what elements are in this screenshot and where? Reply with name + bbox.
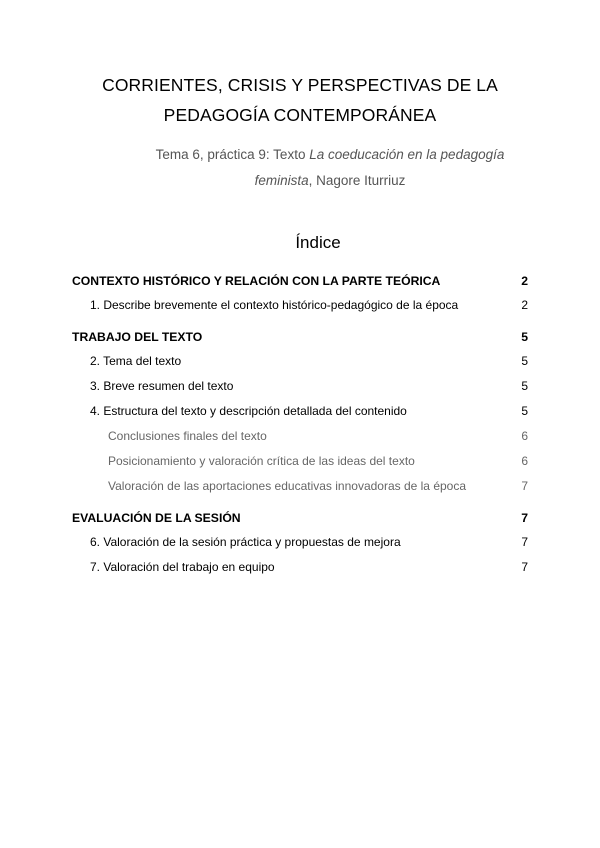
subtitle-text: Tema 6, práctica 9: Texto xyxy=(155,147,310,162)
toc-entry-page: 5 xyxy=(521,379,528,393)
toc-entry-label: 6. Valoración de la sesión práctica y propuestas de mejora xyxy=(90,535,401,549)
toc-entry[interactable] xyxy=(72,559,528,575)
toc-entry-page: 7 xyxy=(521,511,528,525)
subtitle-author: , Nagore Iturriuz xyxy=(308,173,406,188)
document-title xyxy=(0,70,600,130)
toc-entry-page: 7 xyxy=(521,560,528,574)
toc-entry[interactable] xyxy=(72,453,528,469)
toc-entry-label: 1. Describe brevemente el contexto histórico-pedagógico de la época xyxy=(90,298,459,312)
toc-entry-page: 7 xyxy=(521,479,528,493)
title-line-1: CORRIENTES, CRISIS Y PERSPECTIVAS DE LA xyxy=(102,75,498,95)
toc-entry[interactable] xyxy=(72,353,528,369)
subtitle-italic-title: La coeducación en la pedagogía xyxy=(309,147,505,162)
toc-entry[interactable] xyxy=(72,534,528,550)
toc-entry[interactable] xyxy=(72,510,528,526)
toc-entry-page: 5 xyxy=(521,330,528,344)
subtitle-italic-title-end: feminista xyxy=(254,173,309,188)
toc-entry-page: 5 xyxy=(521,354,528,368)
toc-entry-page: 6 xyxy=(521,454,528,468)
toc-entry[interactable] xyxy=(72,378,528,394)
toc-entry-label: Posicionamiento y valoración crítica de las ideas del texto xyxy=(108,454,415,468)
toc-entry-label: 4. Estructura del texto y descripción detallada del contenido xyxy=(90,404,407,418)
toc-entry-label: 2. Tema del texto xyxy=(90,354,182,368)
toc-entry-label: 3. Breve resumen del texto xyxy=(90,379,234,393)
toc-entry[interactable] xyxy=(72,403,528,419)
toc-entry[interactable] xyxy=(72,273,528,289)
toc-entry-label: Valoración de las aportaciones educativas innovadoras de la época xyxy=(108,479,467,493)
toc-entry-label: TRABAJO DEL TEXTO xyxy=(72,330,203,344)
index-heading: Índice xyxy=(295,233,341,252)
document-subtitle xyxy=(110,142,550,194)
toc-entry-page: 6 xyxy=(521,429,528,443)
toc-entry-label: 7. Valoración del trabajo en equipo xyxy=(90,560,275,574)
toc-entry[interactable] xyxy=(72,428,528,444)
toc-entry-label: EVALUACIÓN DE LA SESIÓN xyxy=(72,511,241,525)
toc-entry-page: 5 xyxy=(521,404,528,418)
toc-entry-label: Conclusiones finales del texto xyxy=(108,429,267,443)
toc-entry-label: CONTEXTO HISTÓRICO Y RELACIÓN CON LA PARTE TEÓRICA xyxy=(72,274,441,288)
toc-entry-page: 7 xyxy=(521,535,528,549)
toc-entry-page: 2 xyxy=(521,298,528,312)
toc-entry-page: 2 xyxy=(521,274,528,288)
subtitle-line-2 xyxy=(110,168,550,194)
toc-entry[interactable] xyxy=(72,478,528,494)
toc-entry[interactable] xyxy=(72,329,528,345)
subtitle-line-1 xyxy=(110,142,550,168)
title-line-2: PEDAGOGÍA CONTEMPORÁNEA xyxy=(163,105,437,125)
toc-entry[interactable] xyxy=(72,297,528,313)
